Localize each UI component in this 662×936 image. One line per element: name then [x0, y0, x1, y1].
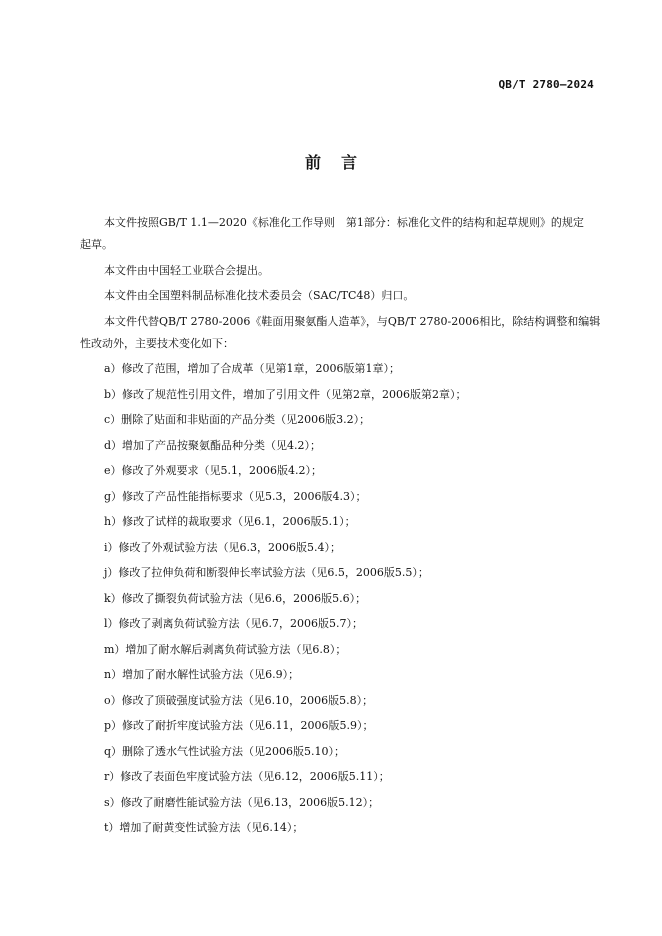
paragraph-line: 本文件由全国塑料制品标准化技术委员会（SAC/TC48）归口。 [104, 289, 415, 302]
list-item: b）修改了规范性引用文件，增加了引用文件（见第2章，2006版第2章）； [104, 387, 467, 401]
list-item: e）修改了外观要求（见5.1，2006版4.2）； [104, 464, 322, 477]
list-item: k）修改了撕裂负荷试验方法（见6.6，2006版5.6）； [104, 591, 367, 605]
paragraph-line: 本文件按照GB/T 1.1—2020《标准化工作导则 第1部分：标准化文件的结构和起草规则》的规定 [104, 216, 584, 229]
paragraph-line: 本文件代替QB/T 2780-2006《鞋面用聚氨酯人造革》，与QB/T 2780-2006相比，除结构调整和编辑 [104, 314, 601, 328]
list-item: s）修改了耐磨性能试验方法（见6.13，2006版5.12）； [104, 795, 380, 809]
paragraph-line: 本文件由中国轻工业联合会提出。 [104, 263, 269, 277]
list-item: a）修改了范围，增加了合成革（见第1章，2006版第1章）； [104, 362, 401, 375]
page-title: 前言 [304, 153, 377, 172]
list-item: p）修改了耐折牢度试验方法（见6.11，2006版5.9）； [104, 719, 374, 732]
foreword-body [80, 212, 600, 843]
list-item: m）增加了耐水解后剥离负荷试验方法（见6.8）； [104, 642, 347, 656]
list-item: t）增加了耐黄变性试验方法（见6.14）； [104, 821, 304, 834]
list-item: c）删除了贴面和非贴面的产品分类（见2006版3.2）； [104, 413, 371, 426]
list-item: i）修改了外观试验方法（见6.3，2006版5.4）； [104, 540, 341, 554]
document-code: QB/T 2780—2024 [498, 78, 594, 91]
paragraph-replaces [80, 311, 600, 355]
list-item: q）删除了透水气性试验方法（见2006版5.10）； [104, 744, 346, 758]
list-item: r）修改了表面色牢度试验方法（见6.12，2006版5.11）； [104, 770, 390, 783]
list-item: d）增加了产品按聚氨酯品种分类（见4.2）； [104, 438, 322, 452]
paragraph-proposed-by [80, 260, 600, 282]
list-item: j）修改了拉伸负荷和断裂伸长率试验方法（见6.5，2006版5.5）； [104, 566, 429, 579]
paragraph-line: 起草。 [80, 238, 113, 251]
paragraph-responsible-committee [80, 285, 600, 307]
list-item: n）增加了耐水解性试验方法（见6.9）； [104, 668, 300, 681]
list-item: o）修改了顶破强度试验方法（见6.10，2006版5.8）； [104, 693, 374, 707]
list-item: g）修改了产品性能指标要求（见5.3，2006版4.3）； [104, 489, 367, 503]
paragraph-line: 性改动外，主要技术变化如下： [80, 336, 234, 350]
list-item: h）修改了试样的裁取要求（见6.1，2006版5.1）； [104, 515, 356, 528]
paragraph-drafting-rules [80, 212, 600, 256]
changes-list [80, 358, 600, 839]
list-item: l）修改了剥离负荷试验方法（见6.7，2006版5.7）； [104, 617, 363, 630]
